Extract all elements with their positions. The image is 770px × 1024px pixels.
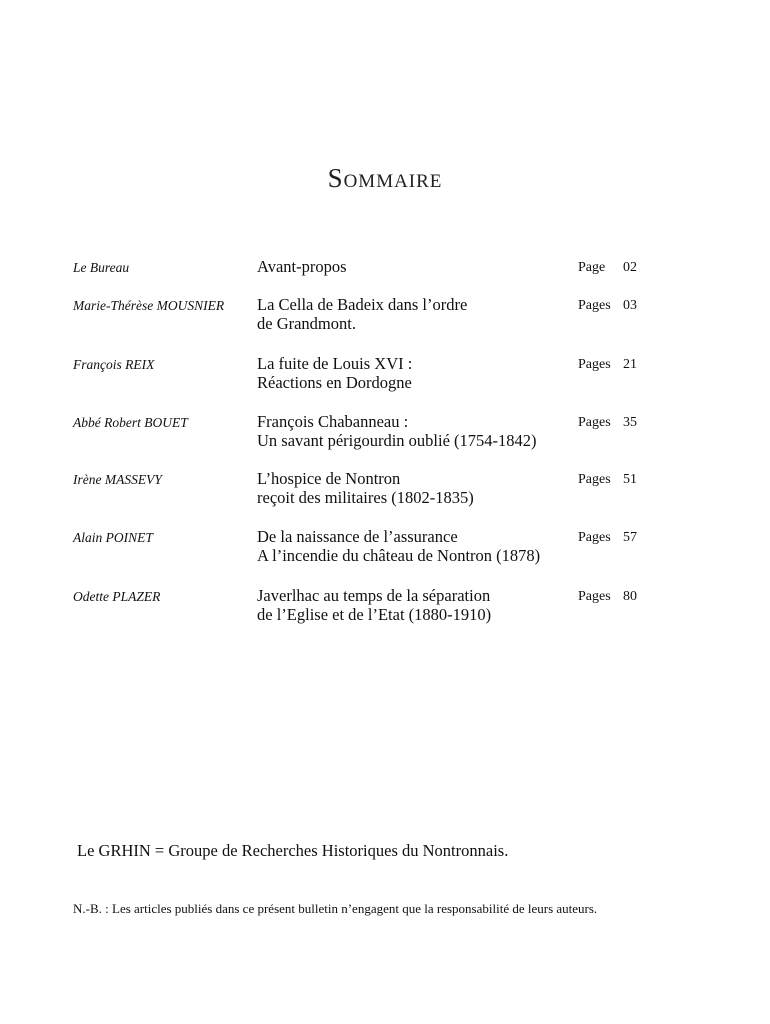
entry-author: Le Bureau [73, 260, 130, 275]
entry-article-title [257, 257, 577, 276]
entry-page-number: 57 [623, 530, 637, 545]
entry-page-label: Pages [578, 472, 611, 487]
toc-entry [0, 412, 770, 460]
page-title: Sommaire [327, 163, 443, 194]
entry-page-number: 80 [623, 589, 637, 604]
entry-title-line1: Javerlhac au temps de la séparation [257, 586, 491, 605]
entry-title-line1: De la naissance de l’assurance [257, 527, 458, 546]
entry-title-line2: de Grandmont. [257, 314, 356, 333]
entry-author: Alain POINET [73, 530, 153, 545]
entry-article-title [257, 586, 577, 624]
entry-title-line1: François Chabanneau : [257, 412, 409, 431]
entry-author: Abbé Robert BOUET [73, 415, 188, 430]
disclaimer-note: N.-B. : Les articles publiés dans ce présent bulletin n’engagent que la responsabilité de leurs auteurs. [73, 901, 598, 916]
entry-page-label: Pages [578, 589, 611, 604]
entry-title-line2: Réactions en Dordogne [257, 373, 412, 392]
entry-title-line1: Avant-propos [257, 257, 347, 276]
entry-title-line2: Un savant périgourdin oublié (1754-1842) [257, 431, 537, 450]
entry-article-title [257, 354, 577, 392]
entry-page-label: Pages [578, 530, 611, 545]
entry-author: François REIX [73, 357, 155, 372]
entry-page-label: Pages [578, 298, 611, 313]
entry-author: Marie-Thérèse MOUSNIER [73, 298, 225, 313]
entry-page-number: 51 [623, 472, 637, 487]
entry-page-number: 35 [623, 415, 637, 430]
entry-page-number: 21 [623, 357, 637, 372]
entry-title-line2: reçoit des militaires (1802-1835) [257, 488, 474, 507]
grhin-definition: Le GRHIN = Groupe de Recherches Historiques du Nontronnais. [77, 841, 509, 860]
entry-article-title [257, 527, 577, 565]
entry-article-title [257, 412, 577, 450]
toc-entry [0, 354, 770, 402]
toc-entry [0, 586, 770, 634]
entry-page-label: Pages [578, 357, 611, 372]
entry-article-title [257, 295, 577, 333]
entry-article-title [257, 469, 577, 507]
entry-title-line1: L’hospice de Nontron [257, 469, 401, 488]
toc-entry [0, 469, 770, 517]
entry-title-line2: A l’incendie du château de Nontron (1878) [257, 546, 541, 565]
entry-title-line2: de l’Eglise et de l’Etat (1880-1910) [257, 605, 492, 624]
entry-title-line1: La Cella de Badeix dans l’ordre [257, 295, 468, 314]
entry-author: Odette PLAZER [73, 589, 161, 604]
toc-entry [0, 527, 770, 575]
entry-page-label: Pages [578, 415, 611, 430]
entry-page-number: 02 [623, 260, 637, 275]
entry-page-label: Page [578, 260, 606, 275]
entry-author: Irène MASSEVY [73, 472, 162, 487]
entry-page-number: 03 [623, 298, 637, 313]
entry-title-line1: La fuite de Louis XVI : [257, 354, 413, 373]
toc-entry [0, 295, 770, 343]
